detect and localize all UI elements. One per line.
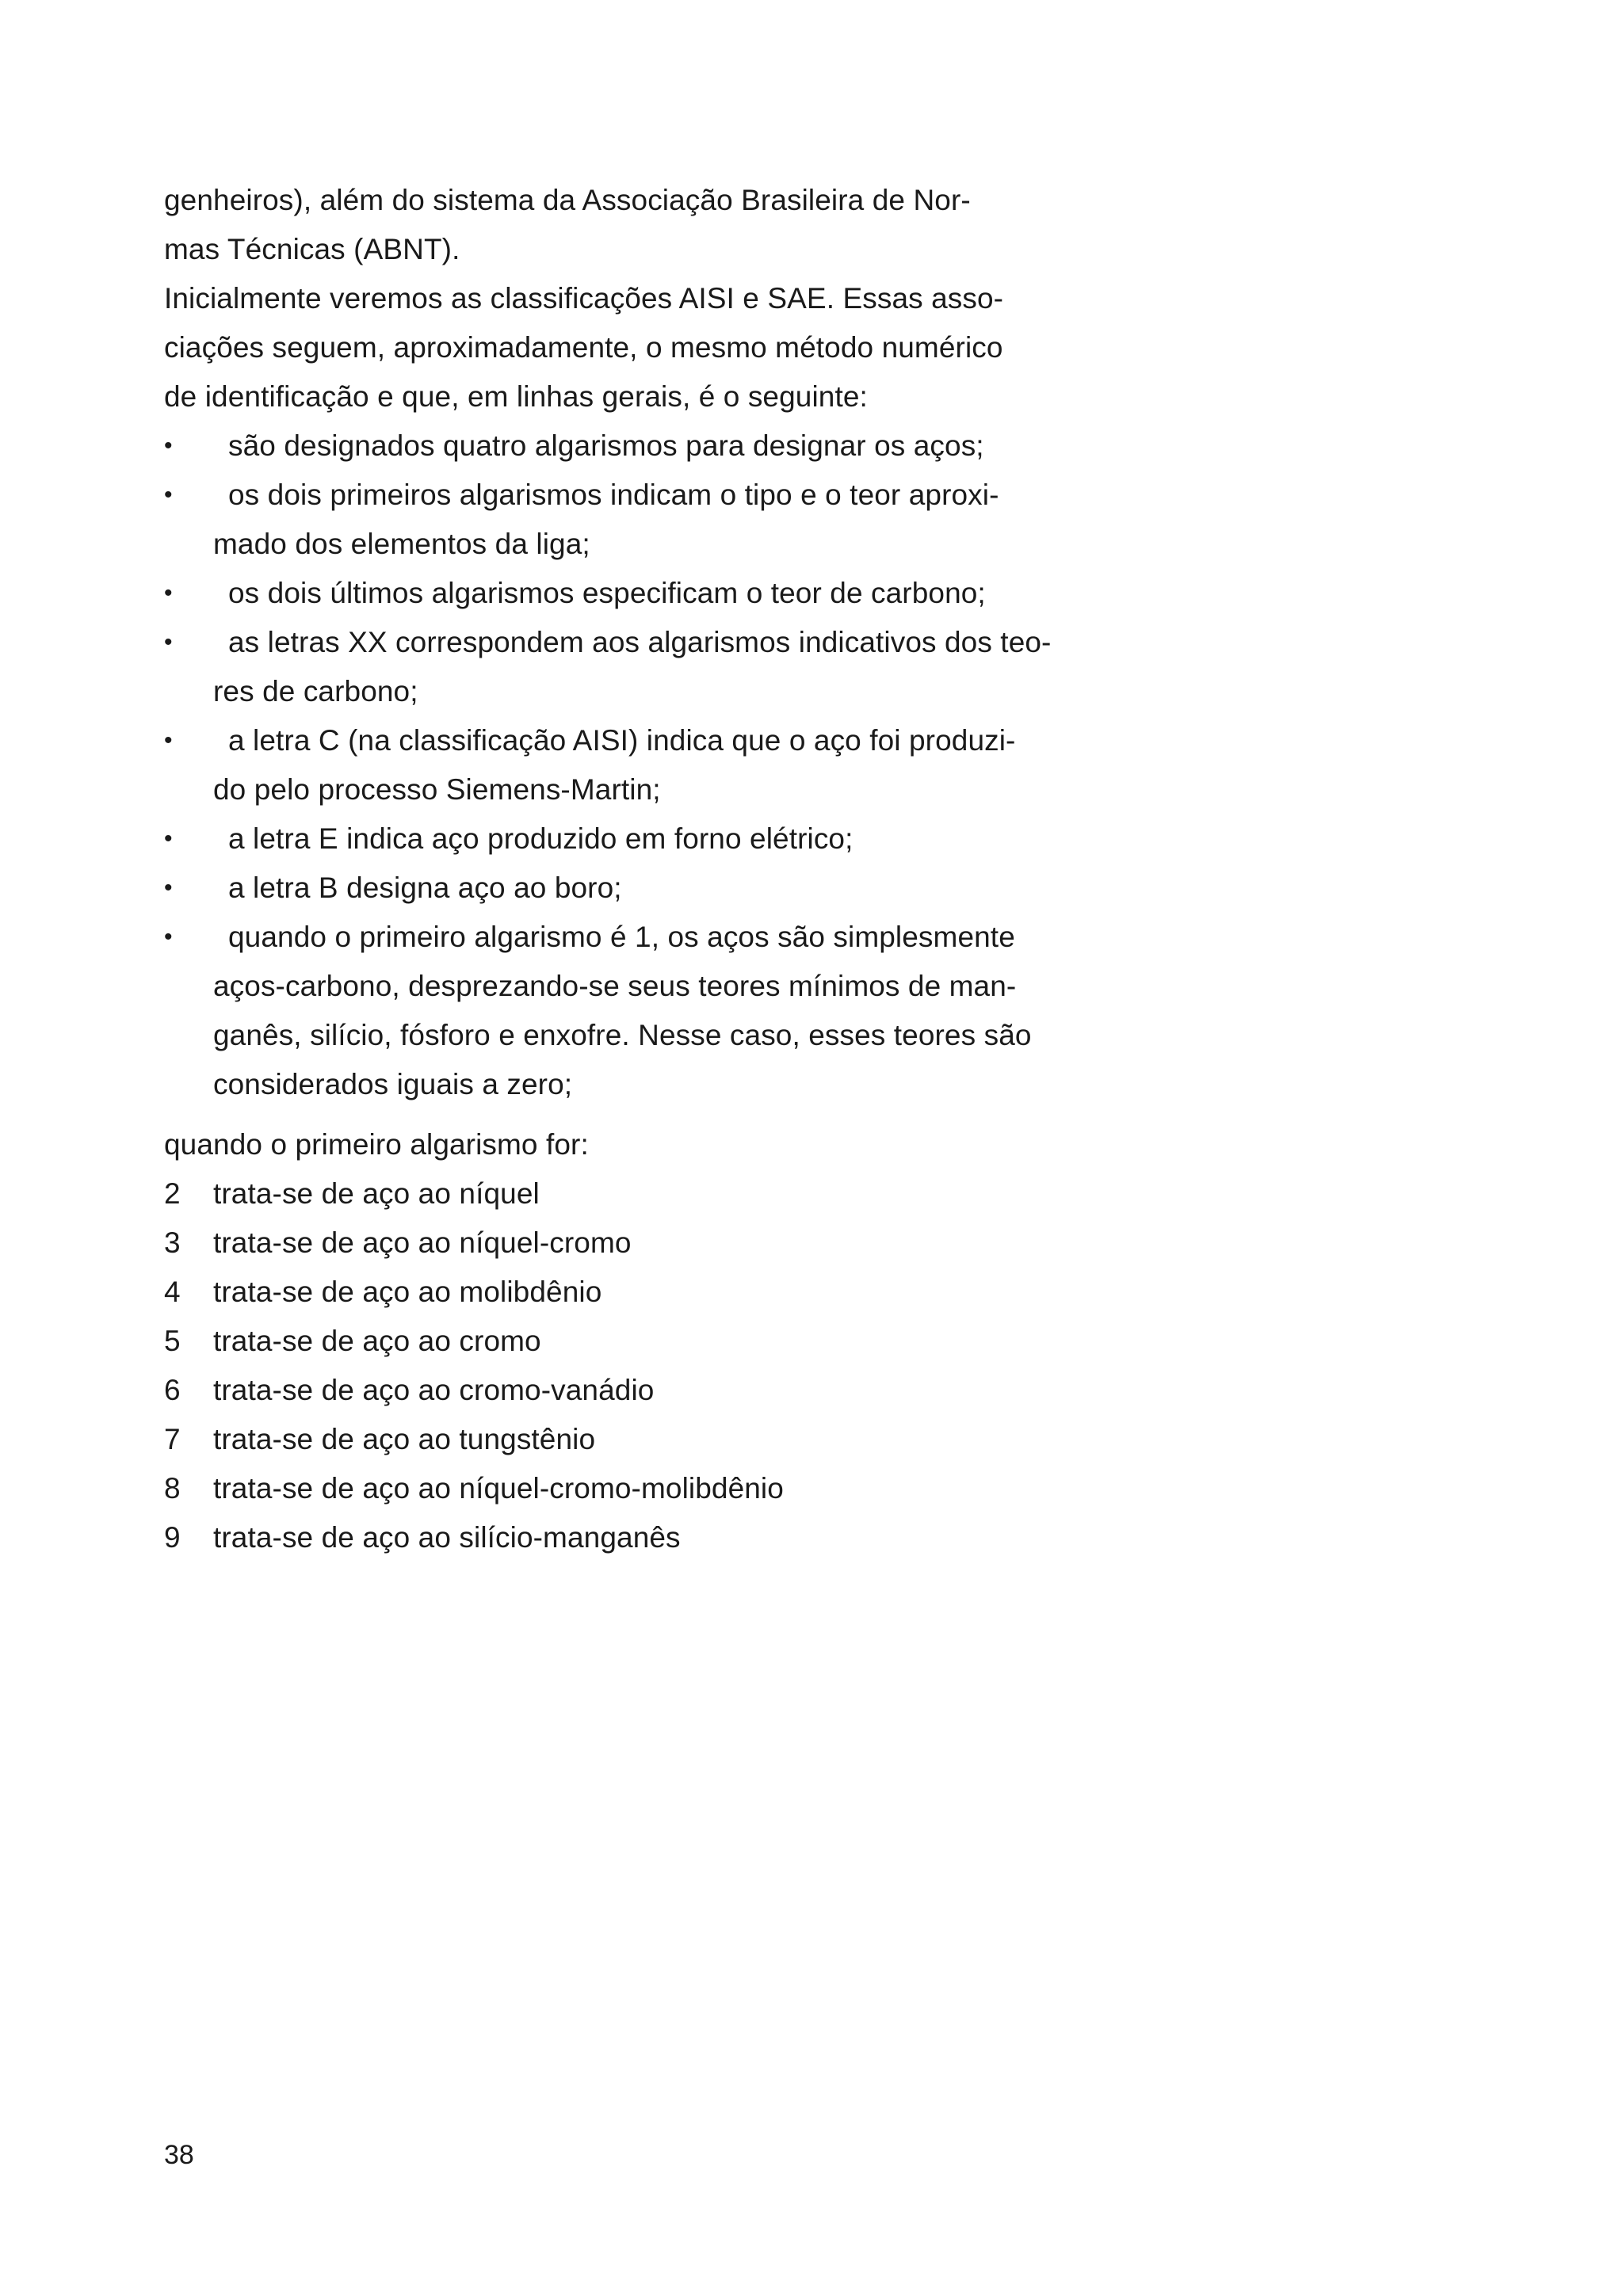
bullet-text: as letras XX correspondem aos algarismos indicativos dos teo- xyxy=(228,626,1052,658)
item-number: 3 xyxy=(164,1226,181,1259)
item-number: 5 xyxy=(164,1325,181,1357)
intro-line: de identificação e que, em linhas gerais, é o seguinte: xyxy=(164,380,868,413)
item-text: trata-se de aço ao níquel xyxy=(213,1177,540,1210)
bullet-text: os dois últimos algarismos especificam o teor de carbono; xyxy=(228,577,986,609)
item-number: 7 xyxy=(164,1423,181,1455)
item-number: 9 xyxy=(164,1521,181,1554)
item-text: trata-se de aço ao tungstênio xyxy=(213,1423,596,1455)
intro-paragraph xyxy=(164,176,1067,421)
numbered-item xyxy=(164,1366,1067,1415)
bullet-text: a letra E indica aço produzido em forno elétrico; xyxy=(228,822,854,855)
bullet-text-continued: ganês, silício, fósforo e enxofre. Nesse caso, esses teores são xyxy=(213,1019,1032,1051)
intro-line: ciações seguem, aproximadamente, o mesmo método numérico xyxy=(164,331,1003,364)
bullet-item xyxy=(164,814,1067,864)
bullet-icon: • xyxy=(164,727,173,753)
bullet-text: são designados quatro algarismos para designar os aços; xyxy=(228,429,984,462)
bullet-icon: • xyxy=(164,629,173,655)
numbered-item xyxy=(164,1415,1067,1464)
bullet-icon: • xyxy=(164,924,173,950)
item-text: trata-se de aço ao níquel-cromo-molibdênio xyxy=(213,1472,784,1505)
bullet-text: a letra C (na classificação AISI) indica que o aço foi produzi- xyxy=(228,724,1016,757)
intro-line: mas Técnicas (ABNT). xyxy=(164,233,460,265)
item-text: trata-se de aço ao cromo-vanádio xyxy=(213,1374,655,1406)
bullet-item xyxy=(164,913,1067,1109)
numbered-item xyxy=(164,1268,1067,1317)
item-text: trata-se de aço ao níquel-cromo xyxy=(213,1226,632,1259)
bullet-text: quando o primeiro algarismo é 1, os aços são simplesmente xyxy=(228,921,1015,953)
item-number: 4 xyxy=(164,1276,181,1308)
bullet-icon: • xyxy=(164,580,173,606)
bullet-text: os dois primeiros algarismos indicam o tipo e o teor aproxi- xyxy=(228,479,999,511)
item-text: trata-se de aço ao silício-manganês xyxy=(213,1521,681,1554)
bullet-text-continued: mado dos elementos da liga; xyxy=(213,528,590,560)
item-number: 8 xyxy=(164,1472,181,1505)
item-number: 2 xyxy=(164,1177,181,1210)
bullet-text-continued: do pelo processo Siemens-Martin; xyxy=(213,773,661,806)
bullet-text: a letra B designa aço ao boro; xyxy=(228,871,622,904)
numbered-item xyxy=(164,1219,1067,1268)
numbered-item xyxy=(164,1513,1067,1562)
bullet-item xyxy=(164,716,1067,814)
numbered-item xyxy=(164,1464,1067,1513)
item-text: trata-se de aço ao cromo xyxy=(213,1325,541,1357)
bullet-text-continued: considerados iguais a zero; xyxy=(213,1068,573,1100)
bullet-item xyxy=(164,618,1067,716)
bullet-icon: • xyxy=(164,875,173,901)
bullet-item xyxy=(164,471,1067,569)
numbered-item xyxy=(164,1169,1067,1219)
page-content xyxy=(164,176,1067,1562)
item-text: trata-se de aço ao molibdênio xyxy=(213,1276,602,1308)
intro-line: Inicialmente veremos as classificações AISI e SAE. Essas asso- xyxy=(164,282,1004,315)
bullet-text-continued: aços-carbono, desprezando-se seus teores mínimos de man- xyxy=(213,970,1017,1002)
numbered-item xyxy=(164,1317,1067,1366)
page-number: 38 xyxy=(164,2140,194,2170)
numbered-list xyxy=(164,1169,1067,1562)
bullet-item xyxy=(164,864,1067,913)
bullet-icon: • xyxy=(164,433,173,459)
item-number: 6 xyxy=(164,1374,181,1406)
list-spacer xyxy=(164,1109,1067,1120)
bullet-icon: • xyxy=(164,826,173,852)
bullet-list xyxy=(164,421,1067,1109)
intro-line: genheiros), além do sistema da Associação Brasileira de Nor- xyxy=(164,184,971,216)
bullet-text-continued: res de carbono; xyxy=(213,675,418,707)
bullet-icon: • xyxy=(164,482,173,508)
bullet-item xyxy=(164,569,1067,618)
bullet-item xyxy=(164,421,1067,471)
numbered-list-intro: quando o primeiro algarismo for: xyxy=(164,1128,589,1161)
